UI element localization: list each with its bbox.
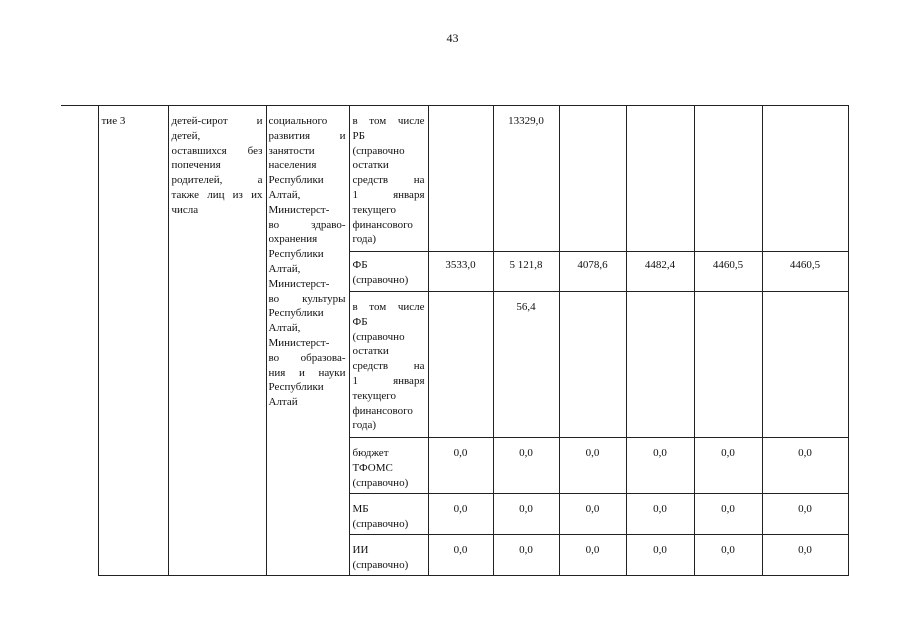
value-cell: [626, 292, 694, 438]
funding-source-cell: [349, 292, 428, 438]
text-line: остатки: [352, 345, 389, 358]
value-cell: [428, 292, 493, 438]
value-cell: [762, 106, 848, 252]
text-line: попечения: [171, 159, 221, 172]
value-cell: [428, 106, 493, 252]
text-line: средств на: [352, 360, 425, 373]
text-line: РБ: [352, 129, 365, 142]
value-cell: [626, 106, 694, 252]
executors-cell: [266, 106, 349, 576]
value-cell: 0,0: [428, 535, 493, 576]
item-label: тие 3: [101, 115, 126, 127]
value-cell: 0,0: [762, 535, 848, 576]
value-cell: 4482,4: [626, 252, 694, 292]
value-cell: 0,0: [493, 438, 559, 494]
text-line: родителей, а: [171, 174, 263, 187]
value-cell: 4460,5: [762, 252, 848, 292]
text-line: также лиц из их: [171, 188, 263, 201]
text-line: текущего: [352, 203, 396, 216]
value-cell: 0,0: [694, 494, 762, 535]
funding-source-cell: [349, 252, 428, 292]
text-line: во здраво-: [268, 218, 346, 231]
text-line: социального: [268, 115, 328, 127]
text-line: финансового: [352, 404, 413, 417]
text-line: Алтай,: [268, 322, 301, 335]
text-line: 1 января: [352, 374, 425, 387]
table-row: [61, 106, 848, 252]
value-cell: 0,0: [559, 438, 626, 494]
value-cell: 56,4: [493, 292, 559, 438]
text-line: ТФОМС: [352, 461, 393, 474]
text-line: во культуры: [268, 292, 346, 305]
value-cell: [762, 292, 848, 438]
text-line: Алтай: [268, 396, 298, 409]
text-line: (справочно): [352, 476, 409, 489]
text-line: развития и: [268, 129, 346, 142]
value-cell: 0,0: [694, 535, 762, 576]
text-line: Министерст-: [268, 277, 330, 290]
value-cell: 0,0: [428, 494, 493, 535]
text-line: бюджет: [352, 447, 389, 459]
page-number: 43: [446, 31, 459, 45]
value-cell: 3533,0: [428, 252, 493, 292]
text-line: в том числе: [352, 115, 425, 127]
text-line: Республики: [268, 307, 324, 320]
value-cell: 0,0: [694, 438, 762, 494]
value-cell: [694, 292, 762, 438]
text-line: (справочно: [352, 144, 405, 157]
funding-source-cell: [349, 494, 428, 535]
text-line: остатки: [352, 159, 389, 172]
text-line: года): [352, 233, 377, 246]
text-line: оставшихся без: [171, 144, 263, 157]
text-line: в том числе: [352, 301, 425, 313]
value-cell: 13329,0: [493, 106, 559, 252]
item-cell: [98, 106, 168, 576]
value-cell: [694, 106, 762, 252]
text-line: ФБ: [352, 259, 368, 271]
text-line: (справочно): [352, 558, 409, 571]
text-line: текущего: [352, 389, 396, 402]
value-cell: 0,0: [626, 535, 694, 576]
text-line: Министерст-: [268, 203, 330, 216]
blank-margin-cell: [61, 106, 98, 576]
value-cell: 0,0: [626, 494, 694, 535]
value-cell: 0,0: [762, 494, 848, 535]
budget-table: [61, 105, 849, 576]
funding-source-cell: [349, 106, 428, 252]
value-cell: 0,0: [626, 438, 694, 494]
text-line: Республики: [268, 381, 324, 394]
value-cell: [559, 292, 626, 438]
text-line: 1 января: [352, 188, 425, 201]
text-line: (справочно): [352, 517, 409, 530]
value-cell: 0,0: [762, 438, 848, 494]
value-cell: 4078,6: [559, 252, 626, 292]
text-line: ФБ: [352, 315, 368, 328]
text-line: занятости: [268, 144, 315, 157]
text-line: населения: [268, 159, 317, 172]
value-cell: 0,0: [493, 535, 559, 576]
text-line: года): [352, 419, 377, 432]
text-line: Алтай,: [268, 188, 301, 201]
value-cell: 0,0: [493, 494, 559, 535]
text-line: МБ: [352, 503, 369, 515]
text-line: детей-сирот и: [171, 115, 263, 127]
value-cell: [559, 106, 626, 252]
text-line: Алтай,: [268, 262, 301, 275]
funding-source-cell: [349, 438, 428, 494]
text-line: (справочно: [352, 330, 405, 343]
text-line: ИИ: [352, 544, 369, 556]
text-line: ния и науки: [268, 366, 346, 379]
value-cell: 0,0: [559, 535, 626, 576]
value-cell: 0,0: [559, 494, 626, 535]
text-line: охранения: [268, 233, 318, 246]
text-line: числа: [171, 203, 199, 216]
text-line: финансового: [352, 218, 413, 231]
text-line: Республики: [268, 248, 324, 261]
text-line: средств на: [352, 174, 425, 187]
text-line: во образова-: [268, 351, 346, 364]
text-line: Министерст-: [268, 336, 330, 349]
description-cell: [168, 106, 266, 576]
text-line: (справочно): [352, 273, 409, 286]
funding-source-cell: [349, 535, 428, 576]
value-cell: 0,0: [428, 438, 493, 494]
value-cell: 5 121,8: [493, 252, 559, 292]
value-cell: 4460,5: [694, 252, 762, 292]
text-line: детей,: [171, 129, 201, 142]
text-line: Республики: [268, 174, 324, 187]
